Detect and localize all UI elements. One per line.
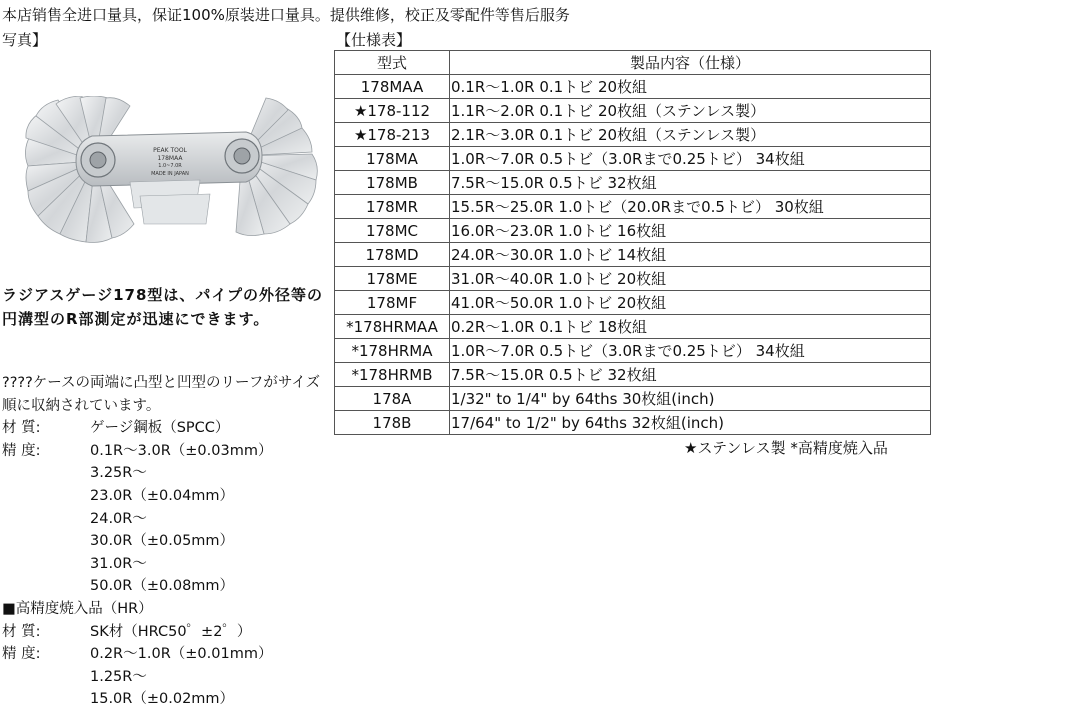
content-column-header: 製品内容（仕様） (450, 51, 931, 75)
content-cell: 1.1R～2.0R 0.1トビ 20枚組（ステンレス製） (450, 99, 931, 123)
content-cell: 17/64" to 1/2" by 64ths 32枚組(inch) (450, 411, 931, 435)
description-intro: ????ケースの両端に凸型と凹型のリーフがサイズ順に収納されています。 (2, 375, 321, 414)
material-value: ゲージ鋼板（SPCC） (90, 420, 230, 437)
model-cell: ★178-213 (335, 123, 450, 147)
table-row (335, 75, 931, 99)
hr-precision-line: 1.25R～ (90, 668, 147, 685)
table-header-row (335, 51, 931, 75)
table-row (335, 99, 931, 123)
precision-line: 23.0R（±0.04mm） (90, 487, 235, 504)
content-cell: 0.1R～1.0R 0.1トビ 20枚組 (450, 75, 931, 99)
radius-gauge-photo (20, 96, 326, 246)
spec-table (334, 50, 931, 435)
model-cell: 178MD (335, 243, 450, 267)
table-row (335, 411, 931, 435)
content-cell: 7.5R～15.0R 0.5トビ 32枚組 (450, 363, 931, 387)
table-row (335, 171, 931, 195)
hr-material-row (2, 621, 332, 644)
hr-precision-line: 0.2R～1.0R（±0.01mm） (90, 646, 273, 663)
spec-table-heading: 【仕様表】 (336, 31, 412, 49)
precision-row (2, 440, 332, 463)
precision-line: 0.1R～3.0R（±0.03mm） (90, 442, 273, 459)
precision-label: 精 度: (2, 442, 41, 459)
precision-line: 3.25R～ (90, 465, 147, 482)
model-cell: 178A (335, 387, 450, 411)
model-cell: ★178-112 (335, 99, 450, 123)
photo-model-text: 178MAA (157, 155, 183, 162)
table-row (335, 387, 931, 411)
content-cell: 1/32" to 1/4" by 64ths 30枚組(inch) (450, 387, 931, 411)
photo-range-text: 1.0~7.0R (158, 163, 182, 169)
hr-section-title: ■高精度焼入品（HR） (2, 600, 153, 617)
model-cell: 178MF (335, 291, 450, 315)
content-cell: 15.5R～25.0R 1.0トビ（20.0Rまで0.5トビ） 30枚組 (450, 195, 931, 219)
content-cell: 31.0R～40.0R 1.0トビ 20枚組 (450, 267, 931, 291)
material-label: 材 質: (2, 420, 41, 437)
hr-precision-row (2, 643, 332, 666)
content-cell: 24.0R～30.0R 1.0トビ 14枚組 (450, 243, 931, 267)
content-cell: 1.0R～7.0R 0.5トビ（3.0Rまで0.25トビ） 34枚組 (450, 339, 931, 363)
content-cell: 16.0R～23.0R 1.0トビ 16枚組 (450, 219, 931, 243)
model-cell: 178MAA (335, 75, 450, 99)
table-row (335, 123, 931, 147)
model-cell: 178MC (335, 219, 450, 243)
model-column-header: 型式 (335, 51, 450, 75)
model-cell: 178MB (335, 171, 450, 195)
material-row (2, 417, 332, 440)
hr-precision-label: 精 度: (2, 646, 41, 663)
photo-brand-text: PEAK TOOL (153, 147, 187, 154)
table-row (335, 147, 931, 171)
hr-precision-line: 15.0R（±0.02mm） (90, 691, 235, 708)
table-row (335, 363, 931, 387)
photo-origin-text: MADE IN JAPAN (151, 171, 189, 177)
model-cell: *178HRMB (335, 363, 450, 387)
precision-line: 50.0R（±0.08mm） (90, 578, 235, 595)
model-cell: *178HRMAA (335, 315, 450, 339)
model-cell: *178HRMA (335, 339, 450, 363)
table-row (335, 195, 931, 219)
store-notice: 本店销售全进口量具，保证100%原装进口量具。提供维修，校正及零配件等售后服务 (2, 6, 570, 24)
content-cell: 7.5R～15.0R 0.5トビ 32枚組 (450, 171, 931, 195)
table-row (335, 315, 931, 339)
model-cell: 178MA (335, 147, 450, 171)
content-cell: 41.0R～50.0R 1.0トビ 20枚組 (450, 291, 931, 315)
content-cell: 1.0R～7.0R 0.5トビ（3.0Rまで0.25トビ） 34枚組 (450, 147, 931, 171)
model-cell: 178B (335, 411, 450, 435)
precision-line: 31.0R～ (90, 555, 147, 572)
table-row (335, 267, 931, 291)
table-footnote: ★ステンレス製 *高精度焼入品 (684, 439, 888, 457)
product-description (2, 372, 332, 711)
product-lead-text: ラジアスゲージ178型は、パイプの外径等の円溝型のR部測定が迅速にできます。 (2, 286, 323, 328)
content-cell: 0.2R～1.0R 0.1トビ 18枚組 (450, 315, 931, 339)
precision-line: 24.0R～ (90, 510, 147, 527)
model-cell: 178MR (335, 195, 450, 219)
table-row (335, 243, 931, 267)
table-row (335, 219, 931, 243)
table-row (335, 291, 931, 315)
photo-heading: 写真】 (2, 31, 48, 49)
model-cell: 178ME (335, 267, 450, 291)
table-row (335, 339, 931, 363)
precision-line: 30.0R（±0.05mm） (90, 533, 235, 550)
content-cell: 2.1R～3.0R 0.1トビ 20枚組（ステンレス製） (450, 123, 931, 147)
hr-material-label: 材 質: (2, 623, 41, 640)
hr-material-value: SK材（HRC50゜±2゜） (90, 623, 252, 640)
